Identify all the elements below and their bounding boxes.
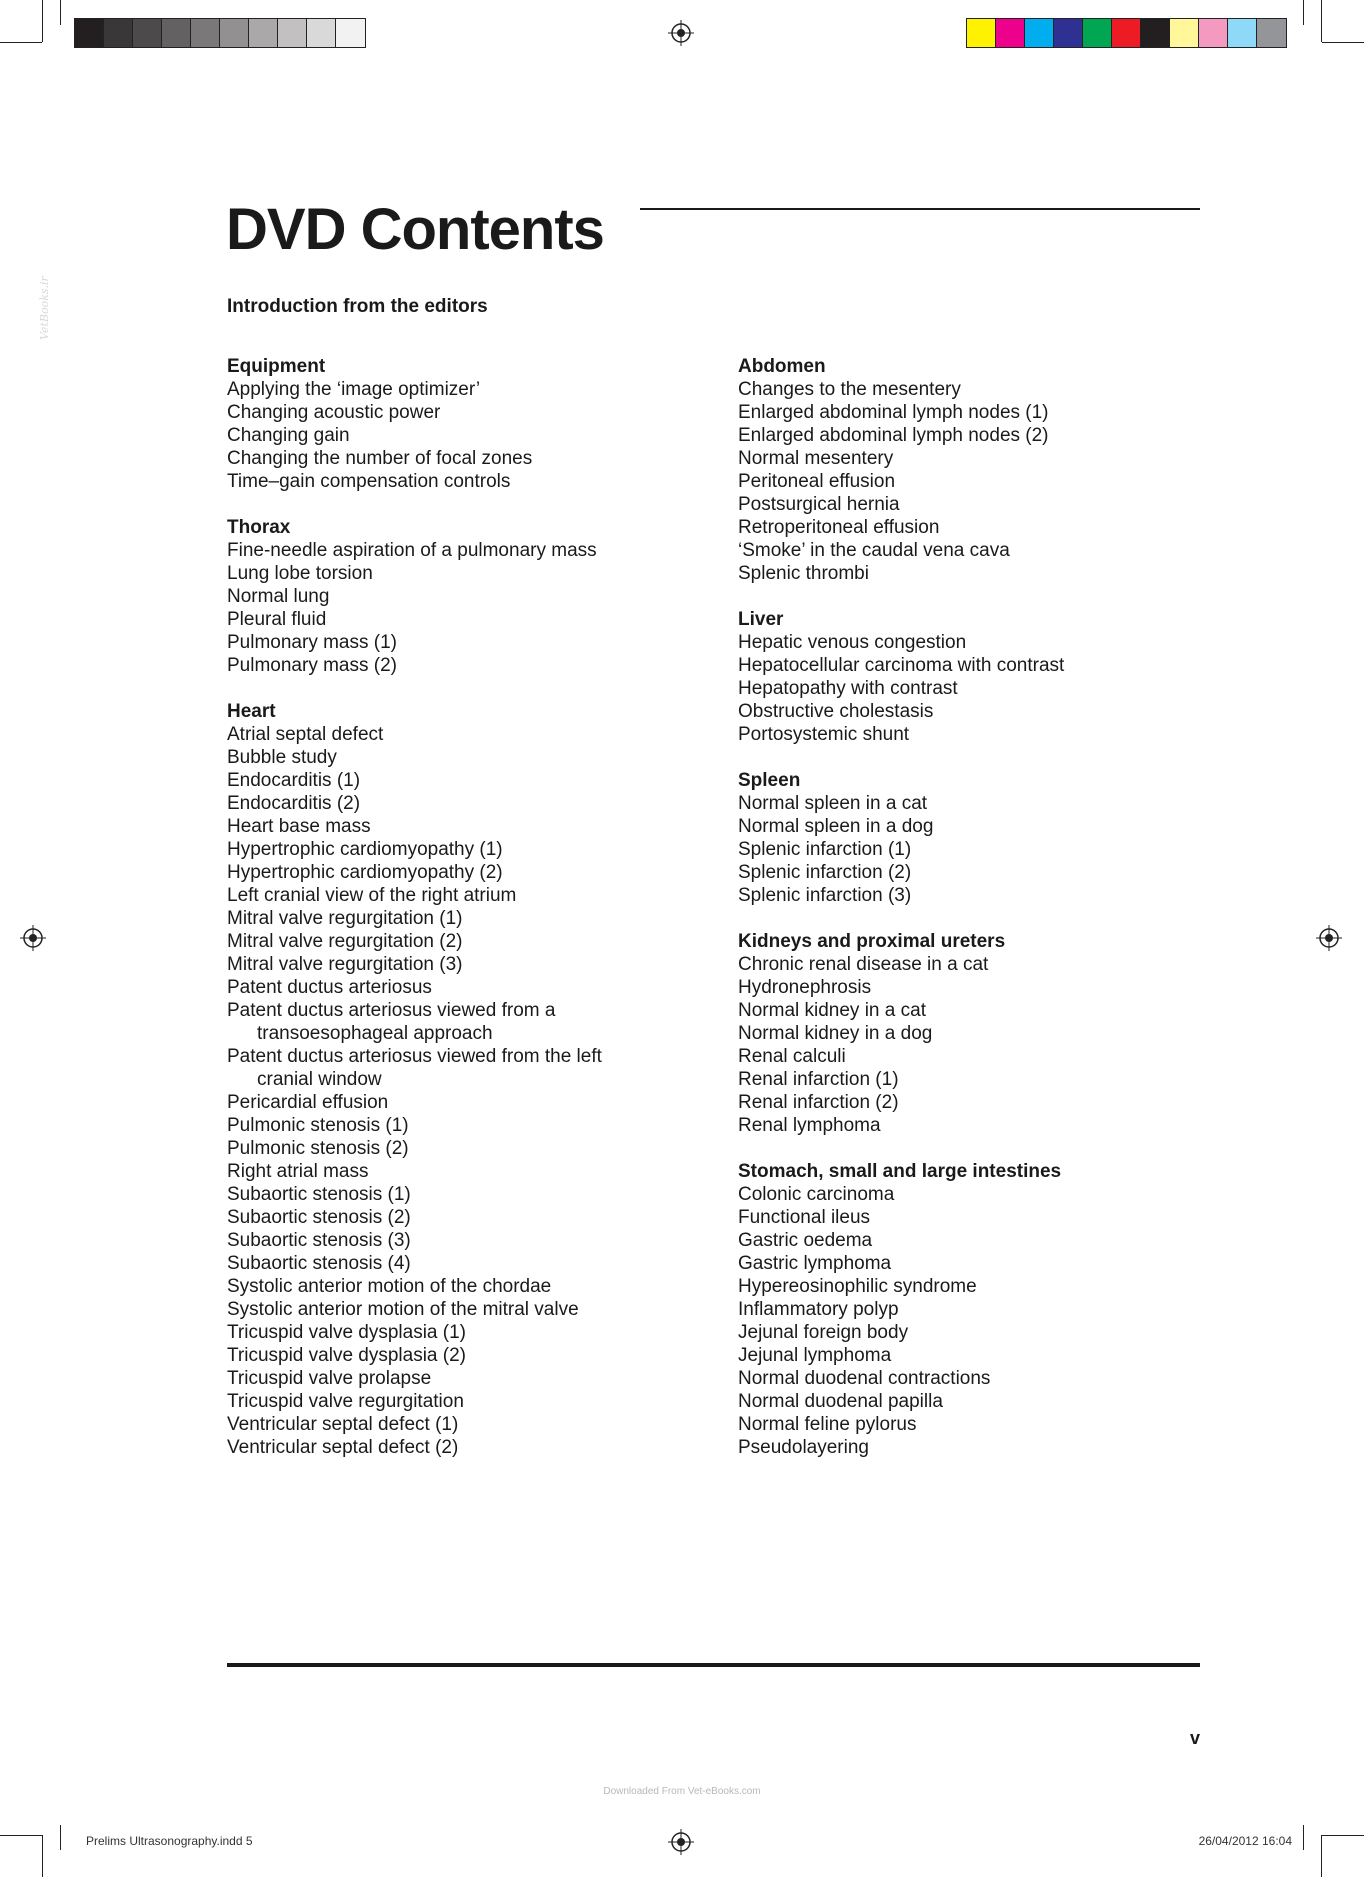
section — [738, 355, 1198, 585]
contents-entry: Normal spleen in a cat — [738, 793, 928, 814]
contents-entry: Systolic anterior motion of the mitral valve — [227, 1299, 579, 1320]
crop-mark — [1322, 42, 1364, 43]
contents-entry: Splenic infarction (3) — [738, 885, 912, 906]
contents-entry: Lung lobe torsion — [227, 563, 373, 584]
contents-entry: Ventricular septal defect (2) — [227, 1437, 459, 1458]
contents-entry: Normal duodenal papilla — [738, 1391, 943, 1412]
contents-entry: Normal kidney in a cat — [738, 1000, 926, 1021]
slug-date: 26/04/2012 16:04 — [1198, 1834, 1292, 1848]
contents-entry: Endocarditis (2) — [227, 793, 361, 814]
contents-entry: Left cranial view of the right atrium — [227, 885, 517, 906]
contents-entry: Normal feline pylorus — [738, 1414, 917, 1435]
contents-entry: Functional ileus — [738, 1207, 871, 1228]
color-swatch — [967, 19, 996, 47]
color-swatch — [1199, 19, 1228, 47]
page-number: v — [1189, 1728, 1200, 1748]
gray-swatch — [336, 19, 365, 47]
gray-swatch — [162, 19, 191, 47]
contents-entry: Peritoneal effusion — [738, 471, 896, 492]
color-swatch — [1257, 19, 1286, 47]
section-title: Kidneys and proximal ureters — [738, 931, 1006, 952]
bottom-rule — [227, 1663, 1200, 1667]
contents-entry: transoesophageal approach — [257, 1023, 493, 1044]
contents-entry: Changing gain — [227, 425, 350, 446]
contents-entry: Pulmonary mass (1) — [227, 632, 397, 653]
crop-mark — [0, 1835, 42, 1836]
contents-entry: Splenic thrombi — [738, 563, 869, 584]
contents-entry: Retroperitoneal effusion — [738, 517, 940, 538]
section — [227, 355, 687, 493]
contents-entry: Renal calculi — [738, 1046, 846, 1067]
contents-entry: Subaortic stenosis (3) — [227, 1230, 411, 1251]
contents-entry: Pseudolayering — [738, 1437, 869, 1458]
section-title: Thorax — [227, 517, 291, 538]
contents-entry: Hepatocellular carcinoma with contrast — [738, 655, 1065, 676]
color-swatch — [1054, 19, 1083, 47]
contents-entry: Renal infarction (1) — [738, 1069, 899, 1090]
section — [738, 769, 1198, 907]
section — [227, 700, 687, 1459]
contents-entry: Mitral valve regurgitation (3) — [227, 954, 463, 975]
contents-entry: Atrial septal defect — [227, 724, 384, 745]
contents-entry: Changing the number of focal zones — [227, 448, 533, 469]
contents-entry: Postsurgical hernia — [738, 494, 900, 515]
contents-entry: Normal duodenal contractions — [738, 1368, 991, 1389]
contents-entry: Ventricular septal defect (1) — [227, 1414, 459, 1435]
gray-swatch — [75, 19, 104, 47]
section — [227, 516, 687, 677]
contents-entry: Patent ductus arteriosus viewed from the left — [227, 1046, 602, 1067]
contents-entry: Obstructive cholestasis — [738, 701, 934, 722]
contents-entry: Gastric oedema — [738, 1230, 873, 1251]
gray-swatch — [278, 19, 307, 47]
left-column — [227, 355, 687, 1482]
contents-entry: Normal lung — [227, 586, 330, 607]
contents-entry: Time–gain compensation controls — [227, 471, 511, 492]
contents-entry: Jejunal foreign body — [738, 1322, 909, 1343]
crop-mark — [60, 0, 61, 25]
gray-swatch — [220, 19, 249, 47]
crop-mark — [1303, 0, 1304, 25]
crop-mark — [1322, 1835, 1364, 1836]
color-swatch — [1112, 19, 1141, 47]
contents-entry: Hypertrophic cardiomyopathy (2) — [227, 862, 503, 883]
section-title: Heart — [227, 701, 276, 722]
contents-entry: Normal mesentery — [738, 448, 894, 469]
contents-entry: Pulmonary mass (2) — [227, 655, 397, 676]
gray-swatch — [249, 19, 278, 47]
section-title: Stomach, small and large intestines — [738, 1161, 1062, 1182]
contents-entry: Chronic renal disease in a cat — [738, 954, 989, 975]
gray-swatch — [307, 19, 336, 47]
crop-mark — [42, 0, 43, 42]
gray-swatch — [104, 19, 133, 47]
section — [738, 608, 1198, 746]
watermark: VetBooks.ir — [38, 276, 51, 340]
title-rule — [640, 208, 1200, 210]
section-title: Abdomen — [738, 356, 826, 377]
contents-entry: Inflammatory polyp — [738, 1299, 899, 1320]
registration-mark-icon — [1316, 925, 1342, 951]
crop-mark — [1321, 0, 1322, 42]
section-title: Liver — [738, 609, 784, 630]
color-swatch — [996, 19, 1025, 47]
contents-entry: Pulmonic stenosis (1) — [227, 1115, 409, 1136]
contents-entry: Heart base mass — [227, 816, 371, 837]
color-swatch — [1141, 19, 1170, 47]
contents-entry: Enlarged abdominal lymph nodes (1) — [738, 402, 1049, 423]
contents-entry: Pulmonic stenosis (2) — [227, 1138, 409, 1159]
color-swatch — [1083, 19, 1112, 47]
contents-entry: Splenic infarction (1) — [738, 839, 912, 860]
crop-mark — [0, 42, 42, 43]
contents-entry: Subaortic stenosis (2) — [227, 1207, 411, 1228]
contents-entry: cranial window — [257, 1069, 382, 1090]
contents-entry: Fine-needle aspiration of a pulmonary mass — [227, 540, 597, 561]
intro-entry: Introduction from the editors — [227, 296, 488, 317]
contents-entry: Tricuspid valve dysplasia (2) — [227, 1345, 466, 1366]
registration-mark-icon — [668, 20, 694, 46]
slug-filename: Prelims Ultrasonography.indd 5 — [86, 1834, 253, 1848]
contents-entry: Normal spleen in a dog — [738, 816, 934, 837]
crop-mark — [1321, 1835, 1322, 1877]
contents-entry: Portosystemic shunt — [738, 724, 910, 745]
crop-mark — [1303, 1825, 1304, 1850]
gray-swatch — [191, 19, 220, 47]
contents-entry: Enlarged abdominal lymph nodes (2) — [738, 425, 1049, 446]
color-swatch — [1025, 19, 1054, 47]
contents-entry: Changes to the mesentery — [738, 379, 961, 400]
contents-entry: Tricuspid valve prolapse — [227, 1368, 432, 1389]
contents-entry: Gastric lymphoma — [738, 1253, 892, 1274]
contents-entry: Normal kidney in a dog — [738, 1023, 933, 1044]
contents-entry: Changing acoustic power — [227, 402, 441, 423]
contents-entry: Subaortic stenosis (1) — [227, 1184, 411, 1205]
contents-entry: Renal infarction (2) — [738, 1092, 899, 1113]
contents-entry: Applying the ‘image optimizer’ — [227, 379, 481, 400]
contents-entry: Hepatopathy with contrast — [738, 678, 958, 699]
crop-mark — [60, 1825, 61, 1850]
contents-entry: Colonic carcinoma — [738, 1184, 895, 1205]
grayscale-calibration-bar — [74, 18, 366, 48]
contents-entry: Tricuspid valve dysplasia (1) — [227, 1322, 466, 1343]
contents-entry: Hepatic venous congestion — [738, 632, 967, 653]
contents-entry: Hydronephrosis — [738, 977, 872, 998]
crop-mark — [42, 1835, 43, 1877]
contents-entry: Patent ductus arteriosus — [227, 977, 432, 998]
contents-entry: Right atrial mass — [227, 1161, 369, 1182]
gray-swatch — [133, 19, 162, 47]
section — [738, 1160, 1198, 1459]
color-calibration-bar — [966, 18, 1287, 48]
contents-entry: Systolic anterior motion of the chordae — [227, 1276, 552, 1297]
contents-entry: Endocarditis (1) — [227, 770, 361, 791]
color-swatch — [1228, 19, 1257, 47]
page-title: DVD Contents — [226, 197, 604, 262]
registration-mark-icon — [20, 925, 46, 951]
section-title: Spleen — [738, 770, 801, 791]
contents-entry: ‘Smoke’ in the caudal vena cava — [738, 540, 1010, 561]
contents-entry: Hypereosinophilic syndrome — [738, 1276, 977, 1297]
contents-entry: Bubble study — [227, 747, 337, 768]
contents-entry: Hypertrophic cardiomyopathy (1) — [227, 839, 503, 860]
contents-entry: Renal lymphoma — [738, 1115, 881, 1136]
contents-entry: Splenic infarction (2) — [738, 862, 912, 883]
contents-entry: Pleural fluid — [227, 609, 327, 630]
contents-entry: Mitral valve regurgitation (1) — [227, 908, 463, 929]
download-note: Downloaded From Vet-eBooks.com — [603, 1786, 761, 1797]
contents-entry: Subaortic stenosis (4) — [227, 1253, 411, 1274]
right-column — [738, 355, 1198, 1482]
color-swatch — [1170, 19, 1199, 47]
section — [738, 930, 1198, 1137]
contents-entry: Jejunal lymphoma — [738, 1345, 892, 1366]
contents-entry: Patent ductus arteriosus viewed from a — [227, 1000, 556, 1021]
registration-mark-icon — [668, 1829, 694, 1855]
section-title: Equipment — [227, 356, 326, 377]
contents-entry: Tricuspid valve regurgitation — [227, 1391, 464, 1412]
contents-entry: Pericardial effusion — [227, 1092, 389, 1113]
contents-entry: Mitral valve regurgitation (2) — [227, 931, 463, 952]
